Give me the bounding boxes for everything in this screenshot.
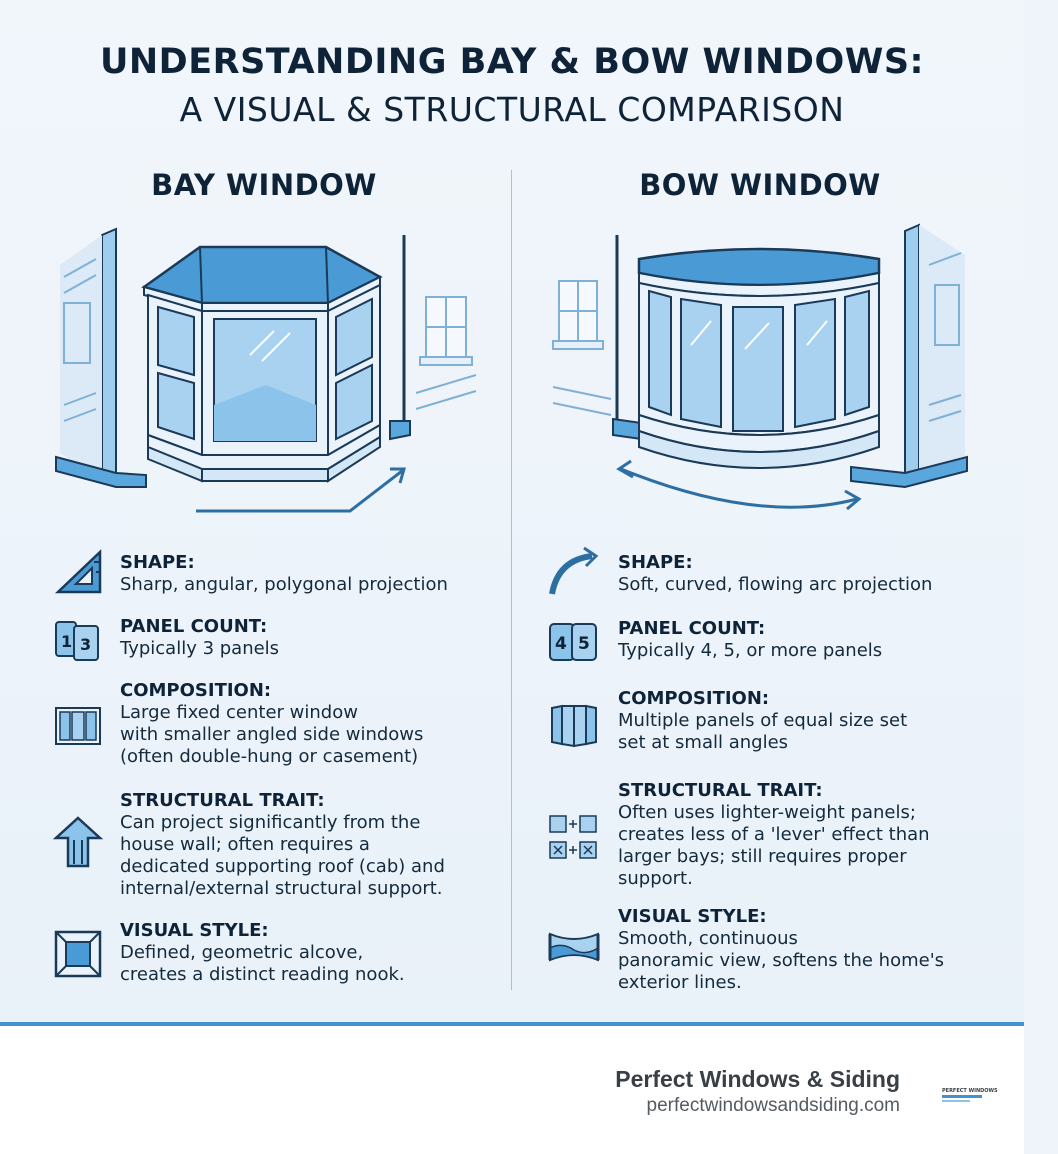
feature-text: Large fixed center window with smaller angled side windows (often double-hung or casement) bbox=[120, 702, 424, 767]
bow-visual-style-feature bbox=[618, 906, 1058, 994]
triangle-ruler-icon bbox=[54, 548, 106, 600]
feature-label: VISUAL STYLE: bbox=[120, 920, 269, 941]
bay-panel-count-feature bbox=[120, 616, 560, 660]
feature-label: SHAPE: bbox=[120, 552, 195, 573]
feature-label: SHAPE: bbox=[618, 552, 693, 573]
upward-arrow-icon bbox=[52, 816, 104, 868]
bay-structural-feature bbox=[120, 790, 560, 900]
panel-count-icon bbox=[52, 616, 104, 668]
bay-composition-icon bbox=[52, 700, 104, 752]
feature-text: Defined, geometric alcove, creates a distinct reading nook. bbox=[120, 942, 405, 985]
feature-text: Typically 4, 5, or more panels bbox=[618, 640, 883, 661]
feature-text: Smooth, continuous panoramic view, softens the home's exterior lines. bbox=[618, 928, 945, 993]
title-line-2: A VISUAL & STRUCTURAL COMPARISON bbox=[179, 90, 845, 129]
bow-composition-feature bbox=[618, 688, 1058, 754]
bow-heading: BOW WINDOW bbox=[639, 168, 881, 202]
bow-composition-icon bbox=[548, 700, 600, 752]
panel-grid-icon bbox=[548, 812, 600, 864]
bow-panel-count-feature bbox=[618, 618, 1058, 662]
title-line-1: UNDERSTANDING BAY & BOW WINDOWS: bbox=[99, 42, 925, 82]
bay-shape-feature bbox=[120, 552, 560, 596]
page-title bbox=[0, 38, 1024, 134]
bow-window-illustration bbox=[545, 225, 985, 525]
company-name: Perfect Windows & Siding bbox=[615, 1066, 900, 1092]
feature-label: PANEL COUNT: bbox=[120, 616, 268, 637]
feature-label: STRUCTURAL TRAIT: bbox=[618, 780, 823, 801]
bay-visual-style-feature bbox=[120, 920, 560, 986]
bow-structural-feature bbox=[618, 780, 1058, 890]
company-logo bbox=[940, 1084, 998, 1104]
bow-shape-feature bbox=[618, 552, 1058, 596]
feature-text: Sharp, angular, polygonal projection bbox=[120, 574, 448, 595]
logo-text: PERFECT WINDOWS bbox=[942, 1088, 998, 1094]
icon-digit: 5 bbox=[578, 634, 590, 654]
panel-count-icon bbox=[548, 618, 600, 670]
bay-window-illustration bbox=[50, 225, 490, 525]
panorama-icon bbox=[548, 922, 600, 974]
feature-label: VISUAL STYLE: bbox=[618, 906, 767, 927]
feature-text: Often uses lighter-weight panels; creates less of a 'lever' effect than larger bays; still requires proper support. bbox=[618, 802, 930, 889]
icon-digit: 3 bbox=[80, 635, 92, 654]
curved-arrow-icon bbox=[548, 546, 600, 598]
company-url[interactable]: perfectwindowsandsiding.com bbox=[646, 1095, 900, 1116]
feature-label: STRUCTURAL TRAIT: bbox=[120, 790, 325, 811]
brand-block bbox=[615, 1066, 900, 1117]
feature-label: PANEL COUNT: bbox=[618, 618, 766, 639]
feature-label: COMPOSITION: bbox=[618, 688, 770, 709]
icon-digit: 1 bbox=[61, 632, 73, 651]
feature-text: Typically 3 panels bbox=[120, 638, 280, 659]
feature-label: COMPOSITION: bbox=[120, 680, 272, 701]
feature-text: Soft, curved, flowing arc projection bbox=[618, 574, 933, 595]
feature-text: Multiple panels of equal size set set at small angles bbox=[618, 710, 908, 753]
icon-digit: 4 bbox=[555, 634, 567, 654]
feature-text: Can project significantly from the house wall; often requires a dedicated supporting roof (cab) and internal/external structural support. bbox=[120, 812, 445, 899]
bay-heading: BAY WINDOW bbox=[151, 168, 377, 202]
bay-composition-feature bbox=[120, 680, 560, 768]
framed-square-icon bbox=[52, 928, 104, 980]
